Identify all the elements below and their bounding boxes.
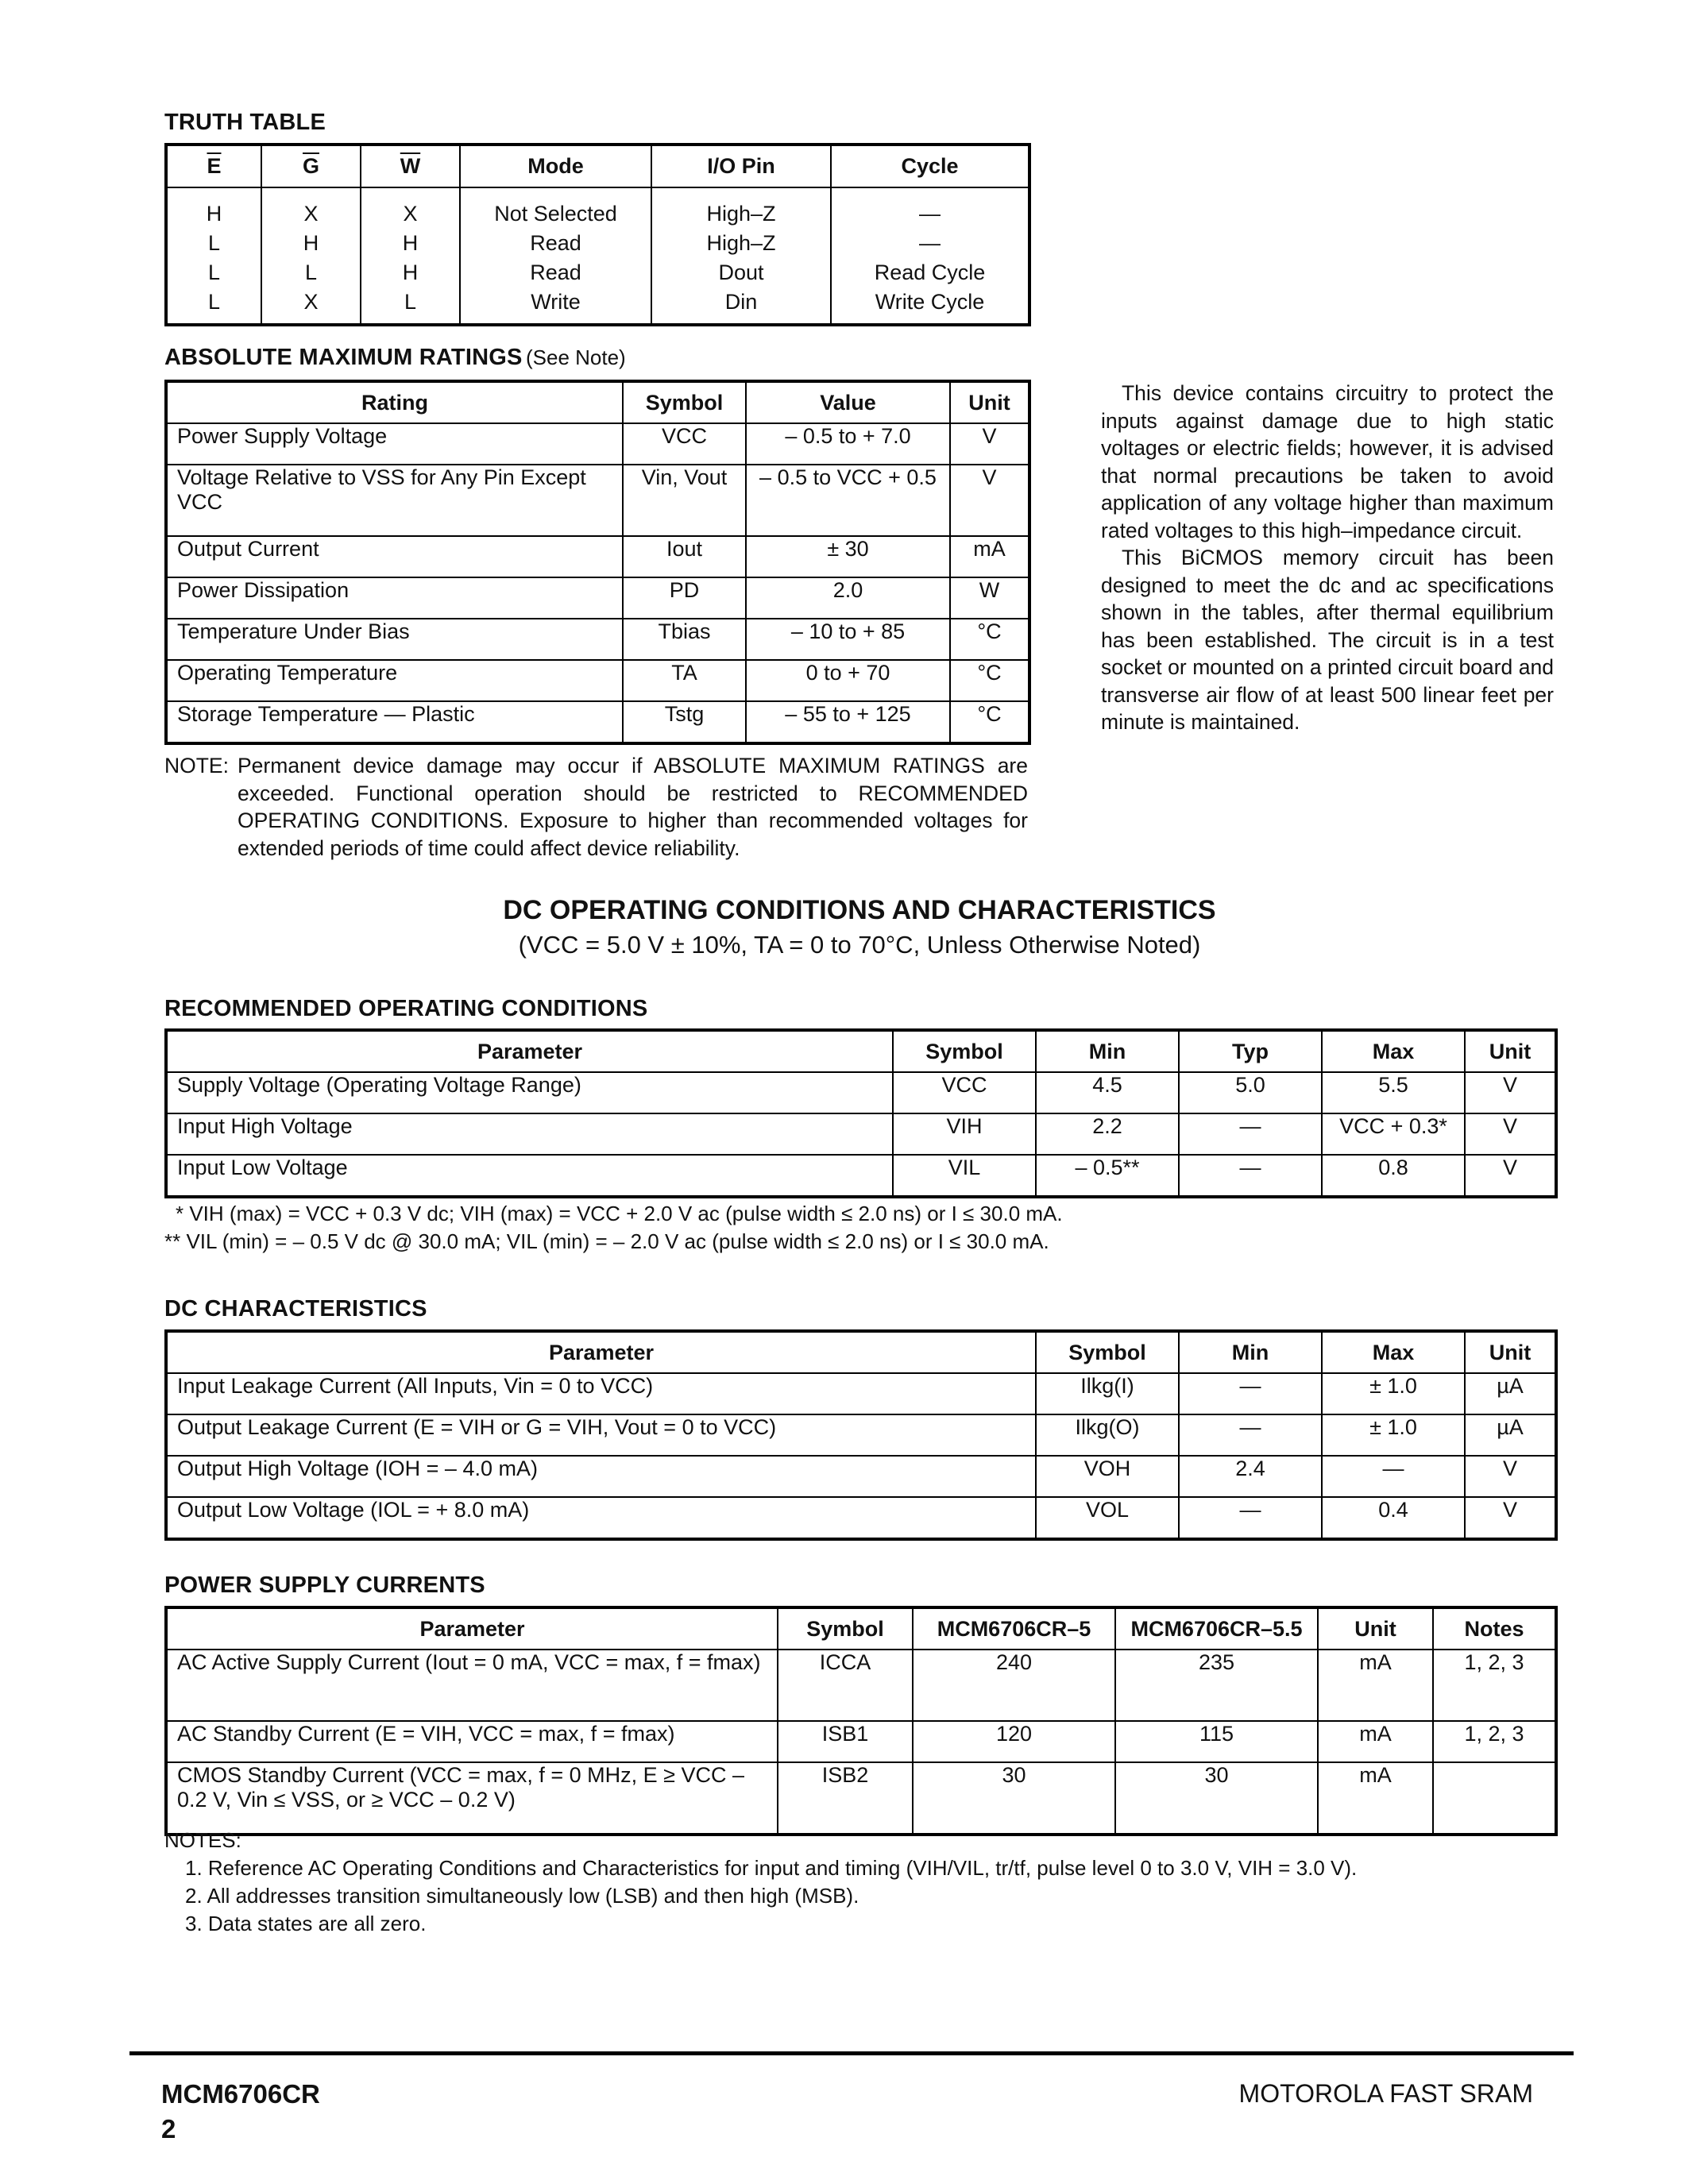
cell: L xyxy=(261,258,361,287)
abs-max-title-note: (See Note) xyxy=(525,345,626,369)
side-paragraph-1: This device contains circuitry to protect the inputs against damage due to high static voltages or electric fields; however, it is advised that normal precautions be taken to avoid application of any voltage higher than maximum rated voltages to this high–impedance circuit. xyxy=(1101,381,1554,542)
header-e: $\overline{E}$ xyxy=(166,145,261,187)
note-label: NOTE: xyxy=(164,754,229,778)
table-row xyxy=(166,1113,1556,1155)
table-row xyxy=(166,1721,1556,1762)
parameter-cell: Supply Voltage (Operating Voltage Range) xyxy=(166,1072,893,1113)
table-row xyxy=(166,619,1029,660)
unit-cell: V xyxy=(1465,1155,1556,1197)
typ-cell: 5.0 xyxy=(1179,1072,1322,1113)
header-parameter: Parameter xyxy=(166,1030,893,1072)
rec-op-title: RECOMMENDED OPERATING CONDITIONS xyxy=(164,996,648,1021)
value-5-5-cell: 30 xyxy=(1115,1762,1318,1835)
header-value: Value xyxy=(746,381,950,423)
header-parameter: Parameter xyxy=(166,1331,1036,1373)
value-5-cell: 30 xyxy=(913,1762,1115,1835)
cell: — xyxy=(831,187,1029,229)
min-cell: 2.4 xyxy=(1179,1456,1322,1497)
value-cell: – 0.5 to + 7.0 xyxy=(746,423,950,465)
value-cell: 2.0 xyxy=(746,577,950,619)
header-symbol: Symbol xyxy=(893,1030,1036,1072)
symbol-cell: VIL xyxy=(893,1155,1036,1197)
abs-max-title: ABSOLUTE MAXIMUM RATINGS xyxy=(164,345,523,370)
symbol-cell: Vin, Vout xyxy=(623,465,746,536)
cell: H xyxy=(361,229,460,258)
unit-cell: V xyxy=(1465,1456,1556,1497)
header-rating: Rating xyxy=(166,381,623,423)
footer-page-number: 2 xyxy=(161,2114,176,2143)
table-row xyxy=(166,1072,1556,1113)
cell: Din xyxy=(651,287,831,325)
value-5-cell: 120 xyxy=(913,1721,1115,1762)
footnote-2: ** VIL (min) = – 0.5 V dc @ 30.0 mA; VIL (min) = – 2.0 V ac (pulse width ≤ 2.0 ns) or I ≤ 30.0 mA. xyxy=(164,1229,1049,1253)
header-mode: Mode xyxy=(460,145,651,187)
dc-char-table xyxy=(164,1329,1558,1541)
header-typ: Typ xyxy=(1179,1030,1322,1072)
cell: Write xyxy=(460,287,651,325)
rec-op-footnotes xyxy=(164,1200,1555,1256)
value-cell: – 0.5 to VCC + 0.5 xyxy=(746,465,950,536)
max-cell: 0.8 xyxy=(1322,1155,1465,1197)
header-notes: Notes xyxy=(1433,1607,1556,1650)
header-parameter: Parameter xyxy=(166,1607,778,1650)
unit-cell: °C xyxy=(950,619,1029,660)
header-symbol: Symbol xyxy=(1036,1331,1179,1373)
min-cell: — xyxy=(1179,1414,1322,1456)
header-cycle: Cycle xyxy=(831,145,1029,187)
table-row xyxy=(166,423,1029,465)
table-row xyxy=(166,258,1029,287)
table-row xyxy=(166,1762,1556,1835)
unit-cell: mA xyxy=(950,536,1029,577)
value-cell: ± 30 xyxy=(746,536,950,577)
table-row xyxy=(166,287,1029,325)
parameter-cell: AC Standby Current (E = VIH, VCC = max, f = fmax) xyxy=(166,1721,778,1762)
unit-cell: V xyxy=(1465,1497,1556,1539)
unit-cell: W xyxy=(950,577,1029,619)
footnote-1: * VIH (max) = VCC + 0.3 V dc; VIH (max) = VCC + 2.0 V ac (pulse width ≤ 2.0 ns) or I ≤ 30.0 mA. xyxy=(176,1202,1063,1225)
symbol-cell: Tbias xyxy=(623,619,746,660)
header-max: Max xyxy=(1322,1030,1465,1072)
typ-cell: — xyxy=(1179,1155,1322,1197)
value-cell: 0 to + 70 xyxy=(746,660,950,701)
side-description xyxy=(1101,380,1554,736)
value-cell: – 55 to + 125 xyxy=(746,701,950,743)
max-cell: ± 1.0 xyxy=(1322,1414,1465,1456)
header-max: Max xyxy=(1322,1331,1465,1373)
dc-operating-title: DC OPERATING CONDITIONS AND CHARACTERISTICS xyxy=(503,895,1216,925)
cell: L xyxy=(166,229,261,258)
max-cell: 5.5 xyxy=(1322,1072,1465,1113)
max-cell: VCC + 0.3* xyxy=(1322,1113,1465,1155)
min-cell: 2.2 xyxy=(1036,1113,1179,1155)
cell: High–Z xyxy=(651,229,831,258)
rating-cell: Operating Temperature xyxy=(166,660,623,701)
parameter-cell: AC Active Supply Current (Iout = 0 mA, VCC = max, f = fmax) xyxy=(166,1650,778,1721)
symbol-cell: Ilkg(I) xyxy=(1036,1373,1179,1414)
notes-cell: 1, 2, 3 xyxy=(1433,1721,1556,1762)
dc-operating-subtitle: (VCC = 5.0 V ± 10%, TA = 0 to 70°C, Unless Otherwise Noted) xyxy=(518,931,1201,959)
unit-cell: mA xyxy=(1318,1650,1433,1721)
cell: Write Cycle xyxy=(831,287,1029,325)
truth-table-title: TRUTH TABLE xyxy=(164,110,326,135)
unit-cell: V xyxy=(1465,1113,1556,1155)
value-5-cell: 240 xyxy=(913,1650,1115,1721)
cell: Not Selected xyxy=(460,187,651,229)
symbol-cell: ISB1 xyxy=(778,1721,913,1762)
unit-cell: °C xyxy=(950,660,1029,701)
header-w: $\overline{W}$ xyxy=(361,145,460,187)
table-row xyxy=(166,465,1029,536)
rating-cell: Power Dissipation xyxy=(166,577,623,619)
cell: L xyxy=(361,287,460,325)
cell: L xyxy=(166,258,261,287)
cell: H xyxy=(166,187,261,229)
header-min: Min xyxy=(1179,1331,1322,1373)
max-cell: — xyxy=(1322,1456,1465,1497)
symbol-cell: Iout xyxy=(623,536,746,577)
table-row xyxy=(166,187,1029,229)
cell: X xyxy=(261,187,361,229)
rec-op-table xyxy=(164,1028,1558,1198)
min-cell: 4.5 xyxy=(1036,1072,1179,1113)
min-cell: — xyxy=(1179,1373,1322,1414)
min-cell: – 0.5** xyxy=(1036,1155,1179,1197)
value-5-5-cell: 235 xyxy=(1115,1650,1318,1721)
parameter-cell: Input Leakage Current (All Inputs, Vin = 0 to VCC) xyxy=(166,1373,1036,1414)
abs-max-note xyxy=(164,752,1028,862)
cell: High–Z xyxy=(651,187,831,229)
table-row xyxy=(166,577,1029,619)
symbol-cell: VOL xyxy=(1036,1497,1179,1539)
note-1: 1. Reference AC Operating Conditions and Characteristics for input and timing (VIH/VIL, tr/tf, pulse level 0 to 3.0 V, VIH = 3.0 V). xyxy=(185,1856,1358,1880)
psc-notes xyxy=(164,1827,1555,1938)
table-row xyxy=(166,701,1029,743)
symbol-cell: Tstg xyxy=(623,701,746,743)
header-unit: Unit xyxy=(1465,1331,1556,1373)
parameter-cell: CMOS Standby Current (VCC = max, f = 0 MHz, E ≥ VCC – 0.2 V, Vin ≤ VSS, or ≥ VCC – 0.2 V) xyxy=(166,1762,778,1835)
truth-table xyxy=(164,143,1031,326)
notes-cell: 1, 2, 3 xyxy=(1433,1650,1556,1721)
table-row xyxy=(166,1414,1556,1456)
header-g: $\overline{G}$ xyxy=(261,145,361,187)
unit-cell: mA xyxy=(1318,1721,1433,1762)
cell: Dout xyxy=(651,258,831,287)
psc-title: POWER SUPPLY CURRENTS xyxy=(164,1572,485,1598)
header-unit: Unit xyxy=(950,381,1029,423)
unit-cell: V xyxy=(950,423,1029,465)
unit-cell: mA xyxy=(1318,1762,1433,1835)
symbol-cell: VIH xyxy=(893,1113,1036,1155)
parameter-cell: Input Low Voltage xyxy=(166,1155,893,1197)
symbol-cell: VCC xyxy=(623,423,746,465)
unit-cell: µA xyxy=(1465,1373,1556,1414)
unit-cell: V xyxy=(950,465,1029,536)
cell: L xyxy=(166,287,261,325)
dc-char-title: DC CHARACTERISTICS xyxy=(164,1296,427,1322)
symbol-cell: PD xyxy=(623,577,746,619)
header-min: Min xyxy=(1036,1030,1179,1072)
table-row xyxy=(166,660,1029,701)
footer-part-number: MCM6706CR xyxy=(161,2079,320,2109)
rating-cell: Output Current xyxy=(166,536,623,577)
unit-cell: V xyxy=(1465,1072,1556,1113)
parameter-cell: Input High Voltage xyxy=(166,1113,893,1155)
parameter-cell: Output Leakage Current (E = VIH or G = VIH, Vout = 0 to VCC) xyxy=(166,1414,1036,1456)
side-paragraph-2: This BiCMOS memory circuit has been designed to meet the dc and ac specifications shown in the tables, after thermal equilibrium has been established. The circuit is in a test socket or mounted on a printed circuit board and transverse air flow of at least 500 linear feet per minute is maintained. xyxy=(1101,546,1554,734)
note-text: Permanent device damage may occur if ABSOLUTE MAXIMUM RATINGS are exceeded. Functional operation should be restricted to RECOMMENDED OPERATING CONDITIONS. Exposure to higher than recommended voltages for extended periods of time could affect device reliability. xyxy=(238,754,1028,860)
cell: — xyxy=(831,229,1029,258)
cell: Read Cycle xyxy=(831,258,1029,287)
rating-cell: Power Supply Voltage xyxy=(166,423,623,465)
header-io-pin: I/O Pin xyxy=(651,145,831,187)
note-2: 2. All addresses transition simultaneously low (LSB) and then high (MSB). xyxy=(185,1884,859,1908)
max-cell: 0.4 xyxy=(1322,1497,1465,1539)
abs-max-heading xyxy=(164,345,626,371)
table-row xyxy=(166,1155,1556,1197)
parameter-cell: Output Low Voltage (IOL = + 8.0 mA) xyxy=(166,1497,1036,1539)
footer-brand: MOTOROLA FAST SRAM xyxy=(1238,2079,1533,2108)
header-mcm6706cr-5: MCM6706CR–5 xyxy=(913,1607,1115,1650)
parameter-cell: Output High Voltage (IOH = – 4.0 mA) xyxy=(166,1456,1036,1497)
note-3: 3. Data states are all zero. xyxy=(185,1912,427,1935)
cell: Read xyxy=(460,229,651,258)
symbol-cell: VCC xyxy=(893,1072,1036,1113)
psc-table xyxy=(164,1606,1558,1836)
header-unit: Unit xyxy=(1318,1607,1433,1650)
unit-cell: °C xyxy=(950,701,1029,743)
symbol-cell: ISB2 xyxy=(778,1762,913,1835)
cell: X xyxy=(261,287,361,325)
rating-cell: Storage Temperature — Plastic xyxy=(166,701,623,743)
cell: H xyxy=(261,229,361,258)
table-row xyxy=(166,1373,1556,1414)
table-row xyxy=(166,229,1029,258)
typ-cell: — xyxy=(1179,1113,1322,1155)
unit-cell: µA xyxy=(1465,1414,1556,1456)
symbol-cell: Ilkg(O) xyxy=(1036,1414,1179,1456)
table-row xyxy=(166,1497,1556,1539)
header-unit: Unit xyxy=(1465,1030,1556,1072)
notes-label: NOTES: xyxy=(164,1828,241,1852)
header-mcm6706cr-5-5: MCM6706CR–5.5 xyxy=(1115,1607,1318,1650)
abs-max-table xyxy=(164,380,1031,745)
rating-cell: Temperature Under Bias xyxy=(166,619,623,660)
cell: X xyxy=(361,187,460,229)
cell: Read xyxy=(460,258,651,287)
symbol-cell: ICCA xyxy=(778,1650,913,1721)
rating-cell: Voltage Relative to VSS for Any Pin Except VCC xyxy=(166,465,623,536)
symbol-cell: VOH xyxy=(1036,1456,1179,1497)
footer-rule xyxy=(129,2051,1574,2055)
header-symbol: Symbol xyxy=(778,1607,913,1650)
cell: H xyxy=(361,258,460,287)
header-symbol: Symbol xyxy=(623,381,746,423)
symbol-cell: TA xyxy=(623,660,746,701)
table-row xyxy=(166,1650,1556,1721)
notes-cell xyxy=(1433,1762,1556,1835)
table-row xyxy=(166,1456,1556,1497)
max-cell: ± 1.0 xyxy=(1322,1373,1465,1414)
table-row xyxy=(166,536,1029,577)
value-5-5-cell: 115 xyxy=(1115,1721,1318,1762)
min-cell: — xyxy=(1179,1497,1322,1539)
value-cell: – 10 to + 85 xyxy=(746,619,950,660)
